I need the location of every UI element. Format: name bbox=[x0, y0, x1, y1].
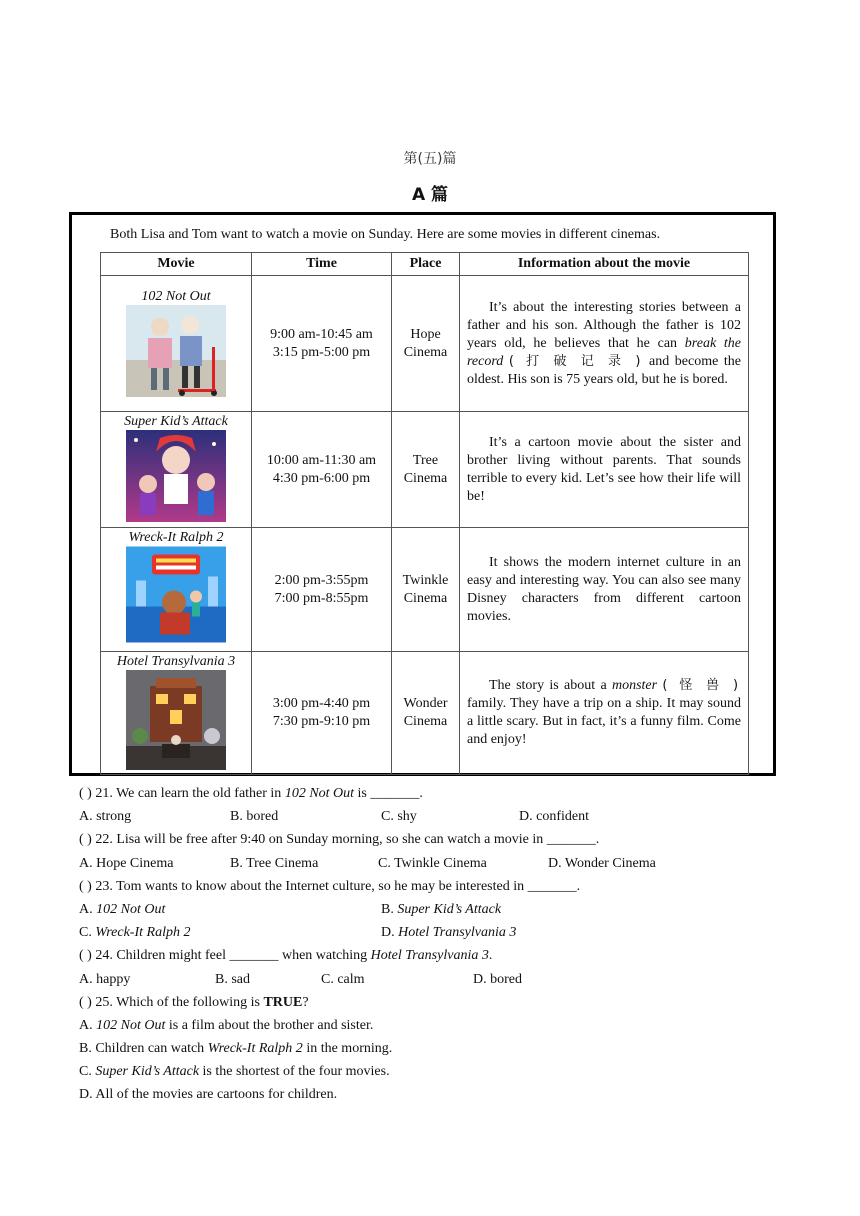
time-cell bbox=[252, 528, 392, 652]
info-chinese-gloss: ( 怪 兽 ) bbox=[662, 678, 742, 693]
question-25-option-c: C. Super Kid’s Attack is the shortest of the four movies. bbox=[79, 1064, 390, 1080]
option-c: C. calm bbox=[321, 971, 365, 987]
table-row bbox=[101, 276, 749, 412]
place-cell bbox=[392, 652, 460, 775]
table-row bbox=[101, 412, 749, 528]
info-text-end: and become the oldest. His son is 75 years old, but he is bored. bbox=[467, 353, 742, 387]
question-25: ( ) 25. Which of the following is TRUE? bbox=[79, 994, 309, 1010]
cinema-word: Cinema bbox=[403, 470, 448, 486]
option-b: B. Super Kid’s Attack bbox=[381, 901, 502, 917]
info-cell bbox=[460, 276, 749, 412]
option-d: D. Wonder Cinema bbox=[548, 855, 656, 871]
showtime-1: 10:00 am-11:30 am bbox=[266, 452, 377, 468]
time-cell bbox=[252, 652, 392, 775]
info-text: It shows the modern internet culture in an easy and interesting way. You can also see many Disney characters from different cartoon movies. bbox=[467, 554, 741, 624]
place-cell bbox=[392, 276, 460, 412]
section-title: 第(五)篇 bbox=[403, 151, 457, 167]
passage-intro: Both Lisa and Tom want to watch a movie on Sunday. Here are some movies in different cinemas. bbox=[110, 227, 661, 242]
movie-cell bbox=[101, 276, 252, 412]
time-cell bbox=[252, 412, 392, 528]
reading-passage-box bbox=[69, 212, 776, 776]
option-c: C. Wreck-It Ralph 2 bbox=[79, 925, 191, 941]
info-cell bbox=[460, 528, 749, 652]
table-row bbox=[101, 652, 749, 775]
column-header-movie: Movie bbox=[101, 253, 252, 276]
showtime-1: 2:00 pm-3:55pm bbox=[274, 572, 369, 588]
option-a: A. strong bbox=[79, 809, 132, 825]
movie-poster-wreck-it-ralph-2 bbox=[126, 546, 226, 643]
option-b: B. sad bbox=[215, 971, 250, 987]
movie-table bbox=[100, 252, 749, 775]
question-25-option-d: D. All of the movies are cartoons for children. bbox=[79, 1087, 338, 1103]
movie-cell bbox=[101, 652, 252, 775]
info-cell bbox=[460, 652, 749, 775]
column-header-place: Place bbox=[392, 253, 460, 276]
option-b: B. bored bbox=[230, 809, 279, 825]
showtime-2: 3:15 pm-5:00 pm bbox=[272, 344, 371, 360]
showtime-1: 9:00 am-10:45 am bbox=[270, 326, 373, 342]
cinema-name: Hope bbox=[410, 326, 441, 342]
showtime-1: 3:00 pm-4:40 pm bbox=[272, 696, 371, 711]
option-d: D. confident bbox=[519, 809, 589, 825]
question-25-option-b: B. Children can watch Wreck-It Ralph 2 in the morning. bbox=[79, 1041, 393, 1057]
option-d: D. bored bbox=[473, 971, 522, 987]
place-cell bbox=[392, 412, 460, 528]
info-text: The story is about a bbox=[489, 678, 612, 693]
cinema-word: Cinema bbox=[403, 714, 448, 729]
question-23-options-ab bbox=[79, 898, 779, 921]
movie-poster-102-not-out bbox=[126, 305, 226, 397]
place-cell bbox=[392, 528, 460, 652]
question-22-options bbox=[79, 852, 779, 875]
cinema-name: Twinkle bbox=[402, 572, 449, 588]
column-header-info: Information about the movie bbox=[460, 253, 749, 276]
question-25-option-a: A. 102 Not Out is a film about the brother and sister. bbox=[79, 1017, 374, 1033]
info-text: It’s about the interesting stories between a father and his son. Although the father is 102 years old, he believes that he can bbox=[467, 299, 741, 351]
movie-title: Wreck-It Ralph 2 bbox=[128, 530, 224, 545]
cinema-word: Cinema bbox=[403, 344, 448, 360]
info-chinese-gloss: ( 打 破 记 录 ) bbox=[508, 353, 644, 369]
movie-title: Hotel Transylvania 3 bbox=[116, 654, 236, 669]
part-title: A 篇 bbox=[411, 185, 449, 205]
info-cell bbox=[460, 412, 749, 528]
info-text: It’s a cartoon movie about the sister and brother living without parents. That sounds terrible to every kid. Let’s see how their life will be! bbox=[467, 434, 741, 504]
showtime-2: 7:00 pm-8:55pm bbox=[274, 590, 369, 606]
option-a: A. Hope Cinema bbox=[79, 855, 174, 871]
question-22: ( ) 22. Lisa will be free after 9:40 on Sunday morning, so she can watch a movie in _______. bbox=[79, 832, 600, 848]
question-21: ( ) 21. We can learn the old father in 102 Not Out is _______. bbox=[79, 786, 423, 801]
option-c: C. shy bbox=[381, 809, 417, 825]
table-row bbox=[101, 528, 749, 652]
info-emphasis: monster bbox=[611, 678, 658, 693]
option-c: C. Twinkle Cinema bbox=[378, 855, 487, 871]
movie-poster-hotel-transylvania-3 bbox=[126, 670, 226, 770]
questions-section bbox=[79, 782, 779, 1107]
question-21-options bbox=[79, 805, 779, 828]
info-emphasis: break the record bbox=[467, 335, 741, 369]
cinema-name: Wonder bbox=[403, 696, 448, 711]
column-header-time: Time bbox=[252, 253, 392, 276]
question-23: ( ) 23. Tom wants to know about the Internet culture, so he may be interested in _______. bbox=[79, 878, 581, 894]
info-text-end: family. They have a trip on a ship. It may sound a little scary. But in fact, it’s a funny film. Come and enjoy! bbox=[467, 696, 741, 747]
option-a: A. 102 Not Out bbox=[79, 901, 166, 917]
question-24: ( ) 24. Children might feel _______ when watching Hotel Transylvania 3. bbox=[79, 948, 493, 964]
option-a: A. happy bbox=[79, 971, 131, 987]
movie-title: 102 Not Out bbox=[141, 289, 211, 304]
movie-cell bbox=[101, 412, 252, 528]
movie-title: Super Kid’s Attack bbox=[124, 414, 228, 429]
option-d: D. Hotel Transylvania 3 bbox=[381, 925, 517, 941]
showtime-2: 7:30 pm-9:10 pm bbox=[272, 714, 371, 729]
question-23-options-cd bbox=[79, 921, 779, 944]
table-header-row bbox=[101, 253, 749, 276]
cinema-name: Tree bbox=[412, 452, 439, 468]
showtime-2: 4:30 pm-6:00 pm bbox=[272, 470, 371, 486]
cinema-word: Cinema bbox=[403, 590, 448, 606]
option-b: B. Tree Cinema bbox=[230, 855, 319, 871]
movie-poster-super-kids-attack bbox=[126, 430, 226, 522]
time-cell bbox=[252, 276, 392, 412]
movie-cell bbox=[101, 528, 252, 652]
question-24-options bbox=[79, 968, 779, 991]
